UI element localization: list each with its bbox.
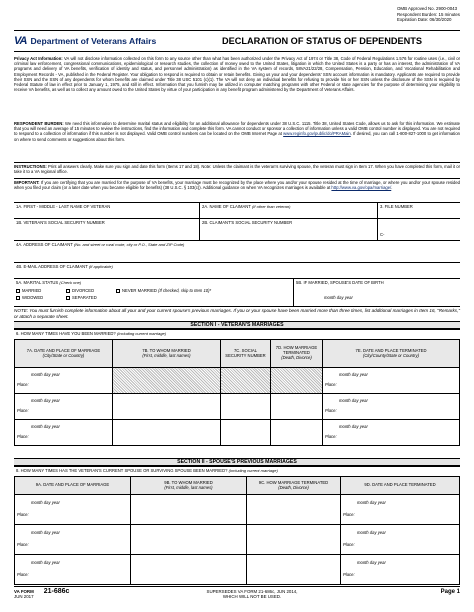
date-hint: month day year	[31, 372, 60, 377]
place-hint: Place:	[343, 541, 355, 547]
burden-text: We need this information to determine marital status and eligibility for an additional allowance for dependents under 38 U.S.C. 1115. Title 38, United States Code, allows us to ask for this information. We estimate that you will need an average of 15 minutes to review the instructions, find the information and complete this form. VA cannot conduct or sponsor a collection of information unless a valid OMB control number is displayed. You are not required to respond to a collection of information if this number is not displayed. Valid OMB control numbers can be located on the OMB Internet Page at	[14, 121, 460, 137]
department-name: Department of Veterans Affairs	[30, 36, 157, 46]
col-7c-label: 7C. SOCIAL SECURITY NUMBER	[225, 347, 266, 358]
veteran-marriages-table	[14, 339, 460, 446]
table-header	[15, 340, 460, 368]
instructions-text: Print all answers clearly. Make sure you sign and date this form (Items 17 and 18). Note: Unless the claimant is the veteran's surviving spouse, the veteran must sign in Item 17. When you have completed this form, mail it or take it to a VA regional office.	[14, 164, 460, 175]
divorced-option[interactable]	[66, 288, 116, 293]
row-marital	[14, 278, 460, 306]
ssn-cell[interactable]	[221, 394, 271, 420]
spouse-name-cell[interactable]	[131, 525, 247, 555]
form-header	[14, 30, 460, 52]
email-label: 4B. E-MAIL ADDRESS OF CLAIMANT	[16, 264, 88, 269]
form-title: DECLARATION OF STATUS OF DEPENDENTS	[221, 36, 423, 46]
file-number-field[interactable]	[378, 203, 460, 218]
times-married-note: (Including current marriage)	[116, 331, 167, 336]
address-note: (No. and street or rural route, city or P.O., State and ZIP Code)	[73, 242, 185, 247]
col-7b-label: 7B. TO WHOM MARRIED	[142, 347, 191, 353]
col-7e-label: 7E. DATE AND PLACE TERMINATED	[355, 347, 427, 353]
place-hint: Place:	[17, 381, 29, 387]
omb-burden: Respondent Burden: 15 minutes	[397, 11, 460, 17]
place-hint: Place:	[343, 511, 355, 517]
spouse-dob-label: 5B. IF MARRIED, SPOUSE'S DATE OF BIRTH	[296, 280, 384, 285]
form-number: 21-686c	[43, 588, 70, 595]
col-9c-note: (Death, Divorce)	[278, 484, 309, 490]
row-email	[14, 262, 460, 278]
col-7d	[271, 340, 323, 368]
col-7b-note: (First, middle, last names)	[142, 352, 191, 358]
row-ssn	[14, 218, 460, 240]
respondent-burden-section	[14, 121, 460, 142]
section-2-title: SECTION II - SPOUSE'S PREVIOUS MARRIAGES	[14, 458, 460, 466]
row-names	[14, 202, 460, 218]
instructions-label: INSTRUCTIONS:	[14, 164, 47, 169]
veteran-name-label: 1A. FIRST - MIDDLE - LAST NAME OF VETERAN	[16, 204, 111, 209]
table-row	[15, 525, 460, 555]
table-header	[15, 477, 460, 495]
veteran-ssn-field[interactable]	[14, 219, 200, 240]
form-id	[14, 589, 104, 599]
omb-info	[397, 6, 460, 23]
marriage-guidance-link[interactable]: http://www.va.gov/opa/marriage/	[331, 185, 392, 191]
table-row	[15, 495, 460, 525]
table-row	[15, 394, 460, 420]
claimant-name-label: 2A. NAME OF CLAIMANT	[202, 204, 251, 209]
termination-cell[interactable]	[247, 555, 341, 585]
marital-status-field	[14, 279, 294, 306]
divider	[14, 178, 460, 179]
marital-status-note: (Check one)	[59, 280, 82, 285]
spouse-name-cell[interactable]	[113, 420, 221, 446]
col-7a	[15, 340, 113, 368]
supersedes-notice	[104, 589, 400, 599]
divider	[14, 306, 460, 307]
termination-cell[interactable]	[271, 420, 323, 446]
spouse-dob-field[interactable]	[294, 279, 460, 306]
ssn-cell[interactable]	[221, 420, 271, 446]
section-1-title: SECTION I - VETERAN'S MARRIAGES	[14, 321, 460, 329]
termination-date-place-cell[interactable]	[323, 420, 460, 446]
date-hint: month day year	[357, 560, 386, 565]
burden-label: RESPONDENT BURDEN:	[14, 121, 64, 126]
separated-checkbox[interactable]	[66, 296, 70, 300]
privacy-act-section	[14, 56, 460, 92]
claimant-name-note: (If other than veteran)	[251, 204, 291, 209]
col-7e-note: (City/County/State or Country)	[362, 352, 420, 358]
file-number-prefix: C-	[380, 232, 385, 237]
form-label: VA FORM	[14, 589, 34, 594]
times-married-field[interactable]	[14, 330, 460, 339]
place-hint: Place:	[17, 433, 29, 439]
supersedes-line-1: SUPERSEDES VA FORM 21-686c, JUN 2014,	[206, 589, 298, 594]
place-hint: Place:	[17, 541, 29, 547]
marriage-date-place-cell[interactable]	[15, 368, 113, 394]
times-married-label: 6. HOW MANY TIMES HAVE YOU BEEN MARRIED?	[16, 331, 116, 336]
veteran-ssn-label: 1B. VETERAN'S SOCIAL SECURITY NUMBER	[16, 220, 105, 225]
married-option[interactable]	[16, 288, 66, 293]
address-label: 4A. ADDRESS OF CLAIMANT	[16, 242, 73, 247]
col-7d-label: 7D. HOW MARRIAGE TERMINATED	[275, 345, 318, 356]
termination-date-place-cell[interactable]	[341, 495, 460, 525]
important-section	[14, 180, 460, 190]
separated-option[interactable]	[66, 295, 116, 300]
omb-link[interactable]: www.reginfo.gov/public/do/PRAMain	[283, 131, 351, 137]
privacy-label: Privacy Act Information:	[14, 56, 63, 61]
row-address	[14, 240, 460, 262]
col-9b-note: (First, middle, last names)	[164, 484, 213, 490]
col-7b	[113, 340, 221, 368]
spouse-name-cell[interactable]	[113, 368, 221, 394]
separated-label: SEPARATED	[72, 295, 97, 300]
marriage-date-place-cell[interactable]	[15, 555, 131, 585]
date-hint: month day year	[31, 424, 60, 429]
marriage-date-place-cell[interactable]	[15, 394, 113, 420]
table-row	[15, 420, 460, 446]
col-9a	[15, 477, 131, 495]
important-label: IMPORTANT:	[14, 180, 40, 185]
married-checkbox[interactable]	[16, 289, 20, 293]
claimant-name-field[interactable]	[200, 203, 378, 218]
termination-cell[interactable]	[271, 368, 323, 394]
place-hint: Place:	[325, 407, 337, 413]
supersedes-line-2: WHICH WILL NOT BE USED.	[222, 594, 282, 599]
never-married-option[interactable]	[116, 288, 211, 293]
place-hint: Place:	[325, 381, 337, 387]
omb-expiration: Expiration Date: 06/30/2020	[397, 17, 452, 23]
date-hint: month day year	[31, 530, 60, 535]
widowed-checkbox[interactable]	[16, 296, 20, 300]
divider	[14, 162, 460, 163]
row-times-married	[14, 329, 460, 339]
spouse-marriages-table	[14, 476, 460, 585]
spouse-times-married-note: (Including current marriage)	[228, 468, 278, 473]
spouse-times-married-field[interactable]	[14, 467, 460, 476]
never-married-label: NEVER MARRIED	[122, 288, 157, 293]
date-hint: month day year	[357, 530, 386, 535]
spouse-times-married-label: 8. HOW MANY TIMES HAS THE VETERAN'S CURRENT SPOUSE OR SURVIVING SPOUSE BEEN MARRIED?	[16, 468, 228, 473]
termination-date-place-cell[interactable]	[323, 394, 460, 420]
important-end: .	[391, 185, 393, 191]
col-7c	[221, 340, 271, 368]
place-hint: Place:	[17, 511, 29, 517]
marriage-date-place-cell[interactable]	[15, 420, 113, 446]
claimant-address-field[interactable]	[14, 241, 460, 262]
place-hint: Place:	[17, 571, 29, 577]
termination-cell[interactable]	[271, 394, 323, 420]
col-9c	[247, 477, 341, 495]
table-row	[15, 555, 460, 585]
col-7d-note: (Death, Divorce)	[281, 354, 312, 360]
col-9a-label: 9A. DATE AND PLACE OF MARRIAGE	[35, 482, 110, 488]
file-number-value[interactable]	[378, 219, 460, 240]
spouse-name-cell[interactable]	[113, 394, 221, 420]
table-row	[15, 368, 460, 394]
col-7e	[323, 340, 460, 368]
married-label: MARRIED	[22, 288, 42, 293]
termination-date-place-cell[interactable]	[341, 555, 460, 585]
omb-approval: OMB Approved No. 2900-0043	[397, 6, 458, 11]
veteran-name-field[interactable]	[14, 203, 200, 218]
email-note: (If applicable)	[88, 264, 113, 269]
divorced-label: DIVORCED	[72, 288, 95, 293]
never-married-checkbox[interactable]	[116, 289, 120, 293]
col-7a-note: (City/State or Country)	[42, 352, 85, 358]
file-number-label: 3. FILE NUMBER	[380, 204, 413, 209]
widowed-label: WIDOWED	[22, 295, 44, 300]
date-hint: month day year	[31, 560, 60, 565]
col-9b-label: 9B. TO WHOM MARRIED	[164, 479, 213, 485]
claimant-ssn-field[interactable]	[200, 219, 378, 240]
widowed-option[interactable]	[16, 295, 66, 300]
spouse-name-cell[interactable]	[131, 555, 247, 585]
date-hint: month day year	[339, 424, 368, 429]
ssn-cell[interactable]	[221, 368, 271, 394]
note-text: NOTE: You must furnish complete information about all your and your current spouse's previous marriages. If you or your spouse have been married more than three times, list additional marriages in Item 16, "Remarks," or attach a separate sheet.	[14, 308, 460, 319]
termination-date-place-cell[interactable]	[341, 525, 460, 555]
claimant-ssn-label: 2B. CLAIMANT'S SOCIAL SECURITY NUMBER	[202, 220, 293, 225]
claimant-email-field[interactable]	[14, 263, 460, 278]
burden-text-2: . If desired, you can call 1-800-827-1000 to get information on where to send comments or suggestions about this form.	[14, 131, 460, 142]
col-9d-label: 9D. DATE AND PLACE TERMINATED	[364, 482, 436, 488]
date-hint: month day year	[31, 500, 60, 505]
termination-cell[interactable]	[247, 495, 341, 525]
page-number: Page 1	[440, 589, 460, 595]
spouse-dob-hint: month day year	[324, 295, 353, 300]
date-hint: month day year	[339, 372, 368, 377]
privacy-text: VA will not disclose information collected on this form to any source other than what has been authorized under the Privacy Act of 1974 or Title 38, Code of Federal Regulations 1.576 for routine uses (i.e., civil or criminal law enforcement, congressional communications, epidemiological or research studies, the collection of money owed to the United States, litigation in which the United States is a party or has an interest, the administration of VA programs and delivery of VA benefits, verification of identity and status, and personnel administration) as identified in the VA system of records, 58VA21/22/28, Compensation, Pension, Education, and Vocational Rehabilitation and Employment Records - VA, published in the Federal Register. Your obligation to respond is required to obtain or retain benefits. Giving us your and your dependents' SSN account information is mandatory. Applicants are required to provide their SSN and the SSN of any dependents for whom benefits are claimed under Title 38 USC 5101 (c)(1). The VA will not deny an individual benefits for refusing to provide his or her SSN unless the disclosure of the SSN is required by Federal Statute of law in effect prior to January 1, 1975, and still in effect. Information that you furnish may be utilized in computer matching programs with other Federal or state agencies for the purpose of determining your eligibility to receive VA benefits, as well as to collect any amount owed to the United States by virtue of your participation in any benefit program administered by the Department of Veterans Affairs.	[14, 56, 460, 93]
va-logo-icon: VA	[14, 35, 27, 47]
divorced-checkbox[interactable]	[66, 289, 70, 293]
place-hint: Place:	[17, 407, 29, 413]
place-hint: Place:	[343, 571, 355, 577]
termination-cell[interactable]	[247, 525, 341, 555]
form-date: JUN 2017	[14, 594, 34, 599]
col-9b	[131, 477, 247, 495]
instructions-section	[14, 164, 460, 174]
never-married-note: (If checked, skip to Item 10)*	[158, 288, 212, 293]
col-9c-label: 9C. HOW MARRIAGE TERMINATED	[258, 479, 329, 485]
form-footer	[14, 586, 460, 608]
important-text: If you are certifying that you are married for the purpose of VA benefits, your marriage must be recognized by the place where you and/or your spouse resided at the time of marriage, or where you and/or your spouse resided when you filed your claim (or a later date when you became eligible for benefits) (38 U.S.C. § 103(c)). Additional guidance on when VA recognizes marriages is available at	[14, 180, 460, 191]
marriage-date-place-cell[interactable]	[15, 495, 131, 525]
date-hint: month day year	[31, 398, 60, 403]
marital-status-label: 5A. MARITAL STATUS	[16, 280, 59, 285]
va-logo-area	[14, 31, 184, 51]
termination-date-place-cell[interactable]	[323, 368, 460, 394]
spouse-name-cell[interactable]	[131, 495, 247, 525]
place-hint: Place:	[325, 433, 337, 439]
marriage-date-place-cell[interactable]	[15, 525, 131, 555]
date-hint: month day year	[357, 500, 386, 505]
col-9d	[341, 477, 460, 495]
date-hint: month day year	[339, 398, 368, 403]
col-7a-label: 7A. DATE AND PLACE OF MARRIAGE	[26, 347, 101, 353]
row-spouse-times-married	[14, 466, 460, 476]
